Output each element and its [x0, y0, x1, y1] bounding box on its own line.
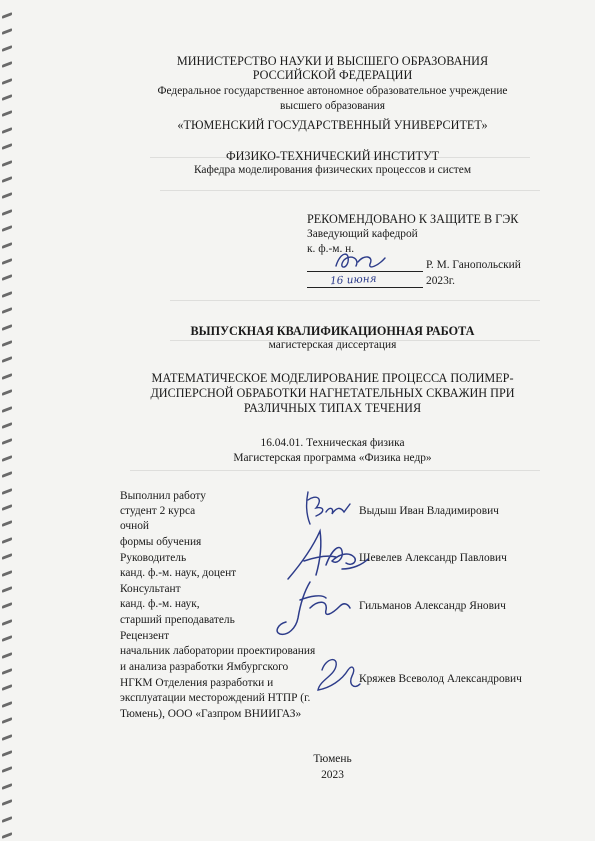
binding-hole: [2, 734, 12, 741]
binding-hole: [2, 668, 12, 675]
author-signature-image: [300, 488, 356, 528]
binding-hole: [2, 356, 12, 363]
institution-type-line: высшего образования: [280, 100, 385, 112]
binding-hole: [2, 45, 12, 52]
head-signature-image: [330, 248, 390, 274]
approval-role: Заведующий кафедрой: [307, 228, 418, 240]
handwritten-date: 16 июня: [329, 272, 377, 288]
consultant-name: Гильманов Александр Янович: [359, 600, 506, 612]
binding-hole: [2, 422, 12, 429]
binding-hole: [2, 783, 12, 790]
university-name: «ТЮМЕНСКИЙ ГОСУДАРСТВЕННЫЙ УНИВЕРСИТЕТ»: [177, 118, 488, 132]
binding-hole: [2, 504, 12, 511]
show-through: [160, 190, 540, 191]
thesis-title-line: ДИСПЕРСНОЙ ОБРАБОТКИ НАГНЕТАТЕЛЬНЫХ СКВАЖИН ПРИ: [150, 386, 515, 400]
author-label: Выполнил работу: [120, 490, 206, 502]
show-through: [130, 470, 540, 471]
binding-hole: [2, 274, 12, 281]
binding-hole: [2, 28, 12, 35]
author-label: очной: [120, 520, 150, 532]
binding-hole: [2, 602, 12, 609]
supervisor-label: Руководитель: [120, 552, 187, 564]
reviewer-label: НГКМ Отделения разработки и: [120, 677, 274, 689]
binding-hole: [2, 684, 12, 691]
binding-hole: [2, 570, 12, 577]
approver-name: Р. М. Ганопольский: [426, 259, 521, 271]
federation-line: РОССИЙСКОЙ ФЕДЕРАЦИИ: [252, 68, 413, 82]
consultant-label: старший преподаватель: [120, 614, 235, 626]
binding-hole: [2, 717, 12, 724]
supervisor-signature-image: [282, 525, 372, 585]
binding-hole: [2, 652, 12, 659]
reviewer-label: Рецензент: [120, 630, 170, 642]
work-type: ВЫПУСКНАЯ КВАЛИФИКАЦИОННАЯ РАБОТА: [190, 324, 475, 338]
binding-hole: [2, 586, 12, 593]
binding-hole: [2, 816, 12, 823]
binding-hole: [2, 520, 12, 527]
binding-hole: [2, 799, 12, 806]
program: Магистерская программа «Физика недр»: [233, 452, 432, 464]
binding-hole: [2, 12, 12, 19]
city: Тюмень: [313, 753, 352, 765]
reviewer-label: Тюмень), ООО «Газпром ВНИИГАЗ»: [120, 708, 302, 720]
binding-hole: [2, 635, 12, 642]
approval-heading: РЕКОМЕНДОВАНО К ЗАЩИТЕ В ГЭК: [307, 212, 519, 226]
binding-hole: [2, 307, 12, 314]
reviewer-label: и анализа разработки Ямбургского: [120, 661, 289, 673]
binding-hole: [2, 192, 12, 199]
show-through: [170, 300, 540, 301]
year: 2023: [321, 769, 344, 781]
binding-hole: [2, 291, 12, 298]
approval-year: 2023г.: [426, 275, 456, 287]
reviewer-name: Кряжев Всеволод Александрович: [359, 673, 522, 685]
specialty: 16.04.01. Техническая физика: [260, 437, 405, 449]
institution-type-line: Федеральное государственное автономное образовательное учреждение: [157, 85, 508, 97]
date-line: [307, 287, 423, 288]
binding-hole: [2, 619, 12, 626]
reviewer-label: эксплуатации месторождений НТПР (г.: [120, 692, 311, 704]
department-name: Кафедра моделирования физических процессов и систем: [193, 164, 472, 176]
binding-hole: [2, 242, 12, 249]
binding-hole: [2, 537, 12, 544]
binding-hole: [2, 701, 12, 708]
binding-hole: [2, 225, 12, 232]
author-name: Выдыш Иван Владимирович: [359, 505, 499, 517]
institute-name: ФИЗИКО-ТЕХНИЧЕСКИЙ ИНСТИТУТ: [225, 149, 440, 163]
author-label: студент 2 курса: [120, 505, 196, 517]
binding-hole: [2, 471, 12, 478]
reviewer-signature-image: [312, 650, 364, 698]
consultant-label: Консультант: [120, 583, 181, 595]
thesis-title-line: МАТЕМАТИЧЕСКОЕ МОДЕЛИРОВАНИЕ ПРОЦЕССА ПОЛИМЕР-: [151, 371, 514, 385]
supervisor-name: Шевелев Александр Павлович: [359, 552, 507, 564]
ministry-line: МИНИСТЕРСТВО НАУКИ И ВЫСШЕГО ОБРАЗОВАНИЯ: [176, 54, 489, 68]
consultant-signature-image: [270, 578, 354, 640]
binding-hole: [2, 832, 12, 839]
approval-degree: к. ф.-м. н.: [307, 243, 355, 255]
thesis-title-line: РАЗЛИЧНЫХ ТИПАХ ТЕЧЕНИЯ: [243, 401, 422, 415]
work-subtype: магистерская диссертация: [268, 339, 397, 351]
consultant-label: канд. ф.-м. наук,: [120, 598, 200, 610]
binding-hole: [2, 209, 12, 216]
author-label: формы обучения: [120, 536, 202, 548]
binding-hole: [2, 258, 12, 265]
binding-hole: [2, 488, 12, 495]
binding-hole: [2, 553, 12, 560]
reviewer-label: начальник лаборатории проектирования: [120, 645, 316, 657]
supervisor-label: канд. ф.-м. наук, доцент: [120, 567, 237, 579]
